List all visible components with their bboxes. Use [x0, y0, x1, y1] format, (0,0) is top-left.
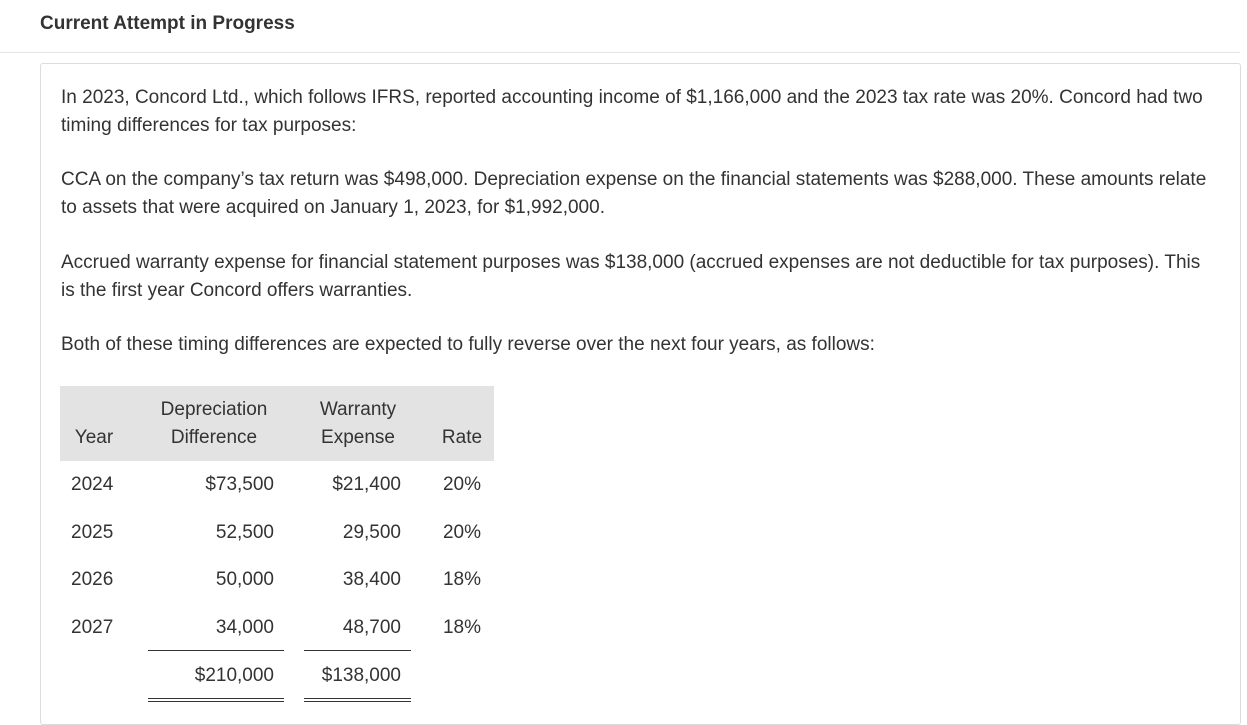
- table-row-year: 2026: [71, 569, 114, 590]
- total-warranty: $138,000: [321, 665, 401, 686]
- header-warranty-line2: Expense: [321, 427, 395, 448]
- table-row-warranty: 48,700: [342, 617, 401, 638]
- warranty-subtotal-rule: [304, 650, 411, 651]
- table-row-rate: 20%: [442, 522, 481, 543]
- attempt-status-title: Current Attempt in Progress: [40, 13, 295, 34]
- depreciation-total-double-rule: [148, 698, 284, 699]
- question-paragraph-warranty: Accrued warranty expense for financial statement purposes was $138,000 (accrued expenses are not deductible for tax purposes). This is the first year Concord offers warranties.: [61, 252, 1201, 301]
- question-paragraph-reversal: Both of these timing differences are expected to fully reverse over the next four years, as follows:: [61, 334, 875, 355]
- header-depreciation-line1: Depreciation: [160, 399, 268, 420]
- warranty-total-double-rule: [304, 701, 411, 702]
- table-row-depreciation: $73,500: [205, 474, 274, 495]
- warranty-total-double-rule: [304, 698, 411, 699]
- depreciation-subtotal-rule: [148, 650, 284, 651]
- header-year: Year: [74, 427, 114, 448]
- header-depreciation-line2: Difference: [170, 427, 258, 448]
- question-paragraph-intro: In 2023, Concord Ltd., which follows IFRS, reported accounting income of $1,166,000 and the 2023 tax rate was 20%. Concord had two timing differences for tax purposes:: [61, 87, 1203, 136]
- table-row-rate: 18%: [442, 617, 481, 638]
- table-row-depreciation: 50,000: [215, 569, 274, 590]
- header-rate: Rate: [441, 427, 483, 448]
- table-row-depreciation: 34,000: [215, 617, 274, 638]
- table-row-year: 2025: [71, 522, 114, 543]
- table-row-depreciation: 52,500: [215, 522, 274, 543]
- table-row-warranty: 29,500: [342, 522, 401, 543]
- question-paragraph-cca: CCA on the company’s tax return was $498,000. Depreciation expense on the financial statements was $288,000. These amounts relate to assets that were acquired on January 1, 2023, for $1,992,000.: [61, 169, 1207, 218]
- total-depreciation: $210,000: [194, 665, 274, 686]
- table-row-warranty: $21,400: [332, 474, 401, 495]
- table-row-year: 2027: [71, 617, 114, 638]
- depreciation-total-double-rule: [148, 701, 284, 702]
- attempt-status-bar: [0, 0, 1240, 53]
- table-row-rate: 18%: [442, 569, 481, 590]
- question-panel: [40, 63, 1241, 725]
- table-row-year: 2024: [71, 474, 114, 495]
- header-warranty-line1: Warranty: [319, 399, 397, 420]
- table-row-rate: 20%: [442, 474, 481, 495]
- table-row-warranty: 38,400: [342, 569, 401, 590]
